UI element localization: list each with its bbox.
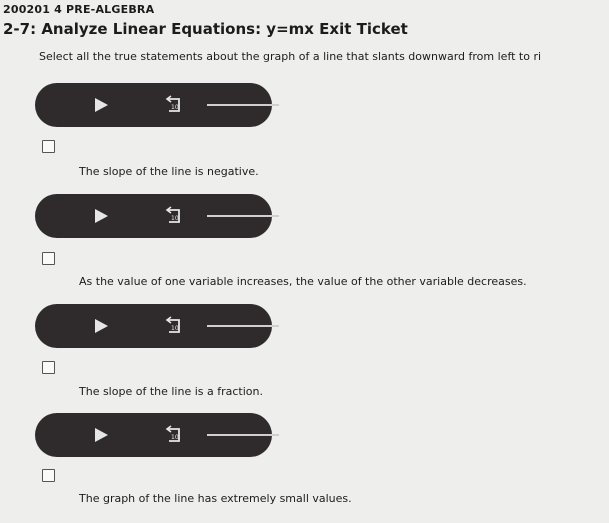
course-name: 200201 4 PRE-ALGEBRA: [3, 3, 155, 16]
play-icon[interactable]: [95, 319, 108, 333]
option-label: As the value of one variable increases, the value of the other variable decreases.: [79, 275, 527, 288]
option-label: The slope of the line is negative.: [79, 165, 259, 178]
option-checkbox[interactable]: [42, 469, 55, 482]
svg-text:10: 10: [171, 104, 179, 111]
replay-10-icon[interactable]: [163, 316, 185, 336]
svg-text:10: 10: [171, 215, 179, 222]
option-checkbox[interactable]: [42, 252, 55, 265]
audio-progress-track[interactable]: [207, 434, 279, 436]
replay-10-icon[interactable]: [163, 95, 185, 115]
play-icon[interactable]: [95, 428, 108, 442]
svg-text:10: 10: [171, 434, 179, 441]
audio-player: [35, 194, 272, 238]
audio-player: [35, 304, 272, 348]
audio-progress-track[interactable]: [207, 104, 279, 106]
play-icon[interactable]: [95, 209, 108, 223]
page-title: 2-7: Analyze Linear Equations: y=mx Exit Ticket: [3, 20, 408, 38]
option-label: The graph of the line has extremely small values.: [79, 492, 352, 505]
question-instruction: Select all the true statements about the graph of a line that slants downward from left to ri: [39, 50, 542, 63]
audio-player: [35, 83, 272, 127]
audio-progress-track[interactable]: [207, 215, 279, 217]
audio-progress-track[interactable]: [207, 325, 279, 327]
replay-10-icon[interactable]: [163, 206, 185, 226]
option-checkbox[interactable]: [42, 140, 55, 153]
replay-10-icon[interactable]: [163, 425, 185, 445]
play-icon[interactable]: [95, 98, 108, 112]
option-checkbox[interactable]: [42, 361, 55, 374]
option-label: The slope of the line is a fraction.: [79, 385, 263, 398]
svg-text:10: 10: [171, 325, 179, 332]
audio-player: [35, 413, 272, 457]
